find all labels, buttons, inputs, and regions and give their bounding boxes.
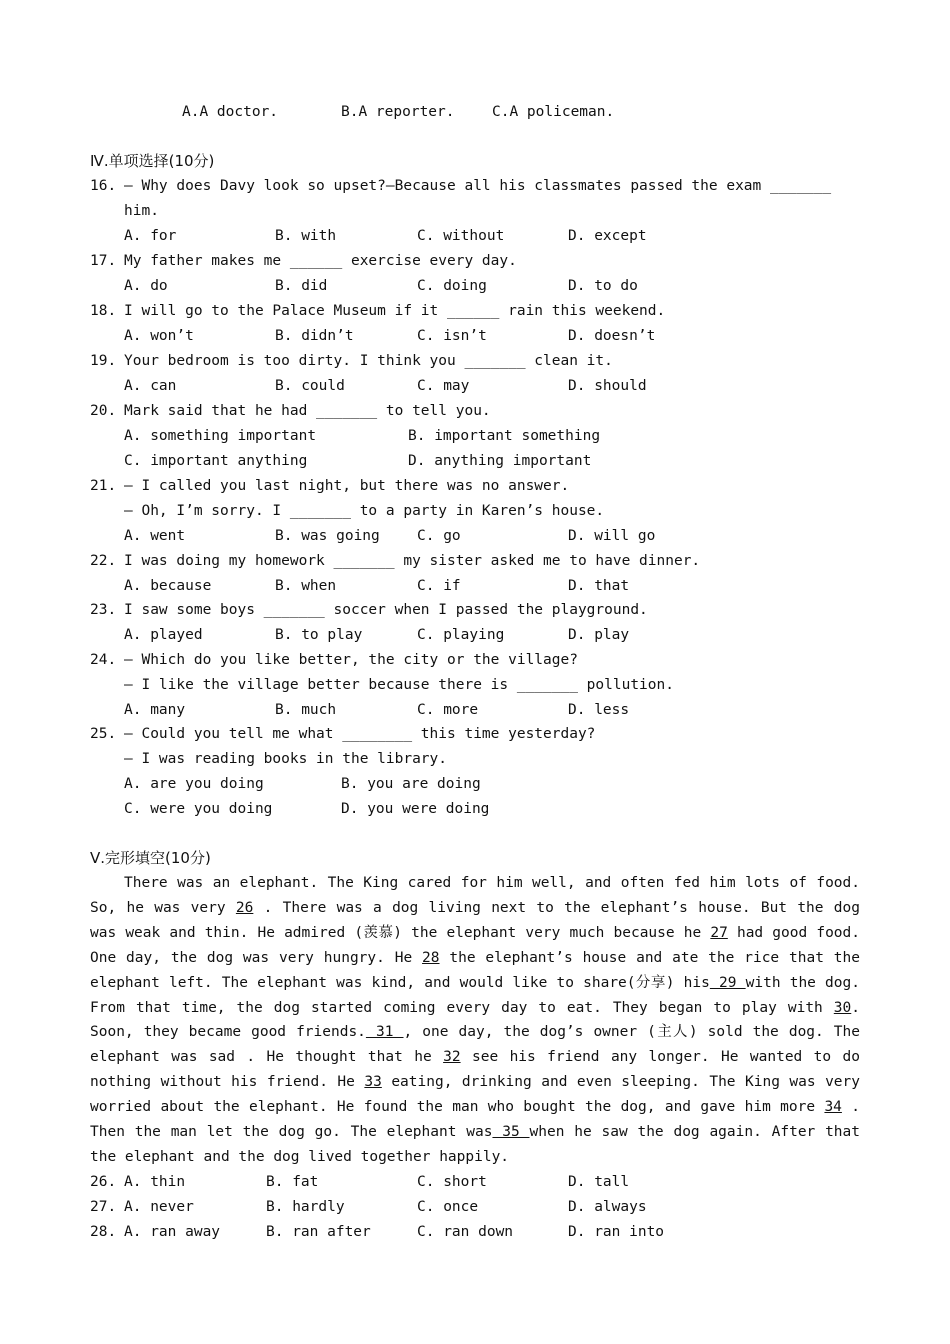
passage-segment: , one day, the dog’s owner (主人) sold the dog. The elephant was sad . He thought that he (90, 1024, 860, 1066)
question-23-text: I saw some boys _______ soccer when I passed the playground. (124, 602, 648, 618)
question-17-option-a: A. do (124, 278, 168, 294)
cloze-blank: 28 (422, 949, 440, 966)
cloze-28-number: 28. (90, 1224, 117, 1240)
question-25-option-c: C. were you doing (124, 801, 273, 817)
question-21-option-d: D. will go (568, 528, 656, 544)
cloze-blank: 32 (443, 1049, 461, 1066)
question-19-option-b: B. could (275, 378, 345, 394)
question-22-option-a: A. because (124, 578, 212, 594)
question-24-option-a: A. many (124, 702, 186, 718)
question-20-text: Mark said that he had _______ to tell you. (124, 403, 491, 419)
question-23-option-b: B. to play (275, 627, 363, 643)
cloze-blank: 26 (235, 899, 254, 916)
question-16-option-c: C. without (417, 228, 505, 244)
cloze-blank: 34 (824, 1099, 842, 1116)
question-16-text: — Why does Davy look so upset?—Because all his classmates passed the exam _______ (124, 178, 832, 194)
question-16-option-d: D. except (568, 228, 647, 244)
cloze-blank: 29 (709, 974, 746, 991)
question-20-option-d: D. anything important (408, 453, 592, 469)
question-19-option-c: C. may (417, 378, 470, 394)
cloze-26-option-b: B. fat (266, 1174, 319, 1190)
question-25-number: 25. (90, 726, 117, 742)
passage-segment: the elephant’s house and ate the rice that the elephant left. The elephant was kind, and would like to share(分享) his (90, 949, 860, 991)
question-22-number: 22. (90, 553, 117, 569)
question-17-number: 17. (90, 253, 117, 269)
question-19-option-d: D. should (568, 378, 647, 394)
cloze-blank: 35 (492, 1124, 530, 1141)
question-21-text: — I called you last night, but there was no answer. (124, 478, 570, 494)
passage-segment: There was an elephant. The King cared for him well, and often fed him lots of food. So, he was very (90, 875, 860, 916)
passage-segment: had good food. One day, the dog was very hungry. He (90, 924, 860, 966)
question-22-option-d: D. that (568, 578, 630, 594)
question-18-option-c: C. isn’t (417, 328, 487, 344)
prev-option-a: A.A doctor. (182, 104, 279, 120)
question-21-option-a: A. went (124, 528, 186, 544)
question-21-text-reply: — Oh, I’m sorry. I _______ to a party in Karen’s house. (124, 503, 605, 519)
question-20-number: 20. (90, 403, 117, 419)
cloze-blank: 30 (833, 999, 852, 1016)
passage-segment: see his friend any longer. He wanted to do nothing without his friend. He (90, 1049, 860, 1091)
cloze-28-option-d: D. ran into (568, 1224, 665, 1240)
cloze-blank: 27 (710, 924, 728, 941)
question-18-option-b: B. didn’t (275, 328, 354, 344)
cloze-26-option-a: A. thin (124, 1174, 186, 1190)
question-22-option-b: B. when (275, 578, 337, 594)
question-18-option-d: D. doesn’t (568, 328, 656, 344)
cloze-27-option-c: C. once (417, 1199, 479, 1215)
question-17-option-c: C. doing (417, 278, 487, 294)
passage-segment: . There was a dog living next to the elephant’s house. But the dog was weak and thin. He admired (羡慕) the elephant very much because he (90, 899, 860, 941)
passage-segment: with the dog. From that time, the dog started coming every day to eat. They began to play with (90, 974, 860, 1016)
prev-option-c: C.A policeman. (492, 104, 615, 120)
cloze-26-option-c: C. short (417, 1174, 487, 1190)
cloze-27-option-a: A. never (124, 1199, 194, 1215)
question-16-option-a: A. for (124, 228, 177, 244)
question-24-number: 24. (90, 652, 117, 668)
section-5-heading: Ⅴ.完形填空(10分) (90, 849, 211, 867)
question-24-text: — Which do you like better, the city or the village? (124, 652, 578, 668)
question-19-number: 19. (90, 353, 117, 369)
question-17-option-d: D. to do (568, 278, 638, 294)
question-24-option-b: B. much (275, 702, 337, 718)
passage-segment: . Soon, they became good friends. (90, 999, 860, 1041)
question-23-option-d: D. play (568, 627, 630, 643)
question-25-text-reply: — I was reading books in the library. (124, 751, 448, 767)
question-20-option-b: B. important something (408, 428, 601, 444)
cloze-28-option-a: A. ran away (124, 1224, 221, 1240)
passage-segment: when he saw the dog again. After that the elephant and the dog lived together happily. (90, 1124, 860, 1165)
cloze-26-number: 26. (90, 1174, 117, 1190)
cloze-blank: 33 (364, 1074, 382, 1091)
question-22-text: I was doing my homework _______ my sister asked me to have dinner. (124, 553, 701, 569)
question-16-number: 16. (90, 178, 117, 194)
cloze-blank: 31 (365, 1024, 404, 1041)
passage-segment: . Then the man let the dog go. The elephant was (90, 1099, 860, 1141)
question-18-number: 18. (90, 303, 117, 319)
question-20-option-c: C. important anything (124, 453, 308, 469)
question-16-text-cont: him. (124, 203, 159, 219)
prev-option-b: B.A reporter. (341, 104, 455, 120)
passage-segment: eating, drinking and even sleeping. The King was very worried about the elephant. He found the man who bought the dog, and gave him more (90, 1074, 860, 1116)
question-21-option-c: C. go (417, 528, 461, 544)
question-25-text: — Could you tell me what ________ this time yesterday? (124, 726, 596, 742)
question-20-option-a: A. something important (124, 428, 317, 444)
question-24-text-reply: — I like the village better because there is _______ pollution. (124, 677, 674, 693)
cloze-28-option-c: C. ran down (417, 1224, 514, 1240)
question-19-option-a: A. can (124, 378, 177, 394)
cloze-28-option-b: B. ran after (266, 1224, 371, 1240)
cloze-26-option-d: D. tall (568, 1174, 630, 1190)
section-4-heading: Ⅳ.单项选择(10分) (90, 152, 215, 170)
question-25-option-a: A. are you doing (124, 776, 264, 792)
question-21-number: 21. (90, 478, 117, 494)
question-19-text: Your bedroom is too dirty. I think you _______ clean it. (124, 353, 613, 369)
question-25-option-d: D. you were doing (341, 801, 490, 817)
question-23-number: 23. (90, 602, 117, 618)
question-22-option-c: C. if (417, 578, 461, 594)
question-21-option-b: B. was going (275, 528, 380, 544)
cloze-27-option-b: B. hardly (266, 1199, 345, 1215)
question-18-option-a: A. won’t (124, 328, 194, 344)
question-16-option-b: B. with (275, 228, 337, 244)
cloze-passage (90, 871, 860, 1170)
question-23-option-a: A. played (124, 627, 203, 643)
question-24-option-c: C. more (417, 702, 479, 718)
question-17-text: My father makes me ______ exercise every day. (124, 253, 517, 269)
question-23-option-c: C. playing (417, 627, 505, 643)
question-25-option-b: B. you are doing (341, 776, 481, 792)
cloze-27-option-d: D. always (568, 1199, 647, 1215)
question-17-option-b: B. did (275, 278, 328, 294)
question-24-option-d: D. less (568, 702, 630, 718)
cloze-passage-text (90, 871, 860, 1170)
cloze-27-number: 27. (90, 1199, 117, 1215)
question-18-text: I will go to the Palace Museum if it ______ rain this weekend. (124, 303, 666, 319)
